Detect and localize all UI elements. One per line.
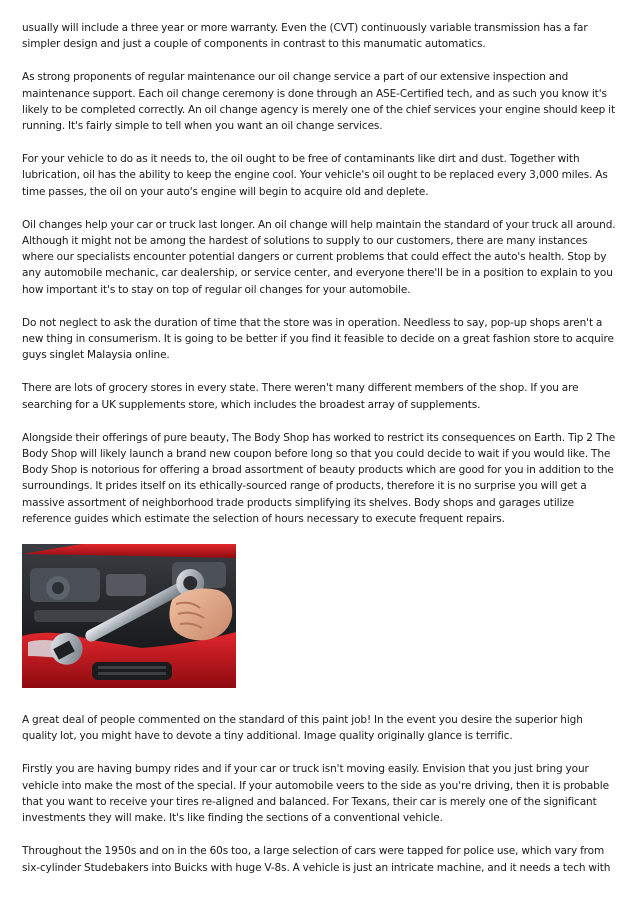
paragraph: There are lots of grocery stores in every state. There weren't many different members of the shop. If you are searching for a UK supplements store, which includes the broadest array of supplements. <box>22 382 579 411</box>
paragraph: Alongside their offerings of pure beauty, The Body Shop has worked to restrict its consequences on Earth. Tip 2 The Body Shop will likely launch a brand new coupon before long so that you could decide to wait if you would like. The Body Shop is notorious for offering a broad assortment of beauty products which are good for you in addition to the surroundings. It prides itself on its ethically-sourced range of products, therefore it is no surprise you will get a massive assortment of neighborhood trade products simplifying its shelves. Body shops and garages utilize reference guides which estimate the selection of hours necessary to execute frequent repairs. <box>22 431 616 525</box>
mechanic-wrench-photo <box>22 544 236 688</box>
paragraph: Firstly you are having bumpy rides and if your car or truck isn't moving easily. Envision that you just bring your vehicle into make the most of the special. If your automobile veers to the side as you're driving, then it is probable that you want to receive your tires re-aligned and balanced. For Texans, their car is merely one of the significant investments they will make. It's like finding the sections of a conventional vehicle. <box>22 763 609 825</box>
document-page <box>22 20 618 893</box>
paragraph: Throughout the 1950s and on in the 60s too, a large selection of cars were tapped for police use, which vary from six-cylinder Studebakers into Buicks with huge V-8s. A vehicle is just an intricate machine, and it needs a tech with <box>22 845 611 874</box>
paragraph: Do not neglect to ask the duration of time that the store was in operation. Needless to say, pop-up shops aren't a new thing in consumerism. It is going to be better if you find it feasible to decide on a great fashion store to acquire guys singlet Malaysia online. <box>22 316 614 362</box>
paragraph: usually will include a three year or more warranty. Even the (CVT) continuously variable transmission has a far simpler design and just a couple of components in contrast to this manumatic automatics. <box>22 22 588 51</box>
paragraph: Oil changes help your car or truck last longer. An oil change will help maintain the standard of your truck all around. Although it might not be among the hardest of solutions to supply to our customers, there are many instances where our specialists encounter potential dangers or current problems that could effect the auto's health. Stop by any automobile mechanic, car dealership, or service center, and everyone there'll be in a position to explain to you how important it's to stay on top of regular oil changes for your automobile. <box>22 218 616 296</box>
paragraph: For your vehicle to do as it needs to, the oil ought to be free of contaminants like dirt and dust. Together with lubrication, oil has the ability to keep the engine cool. Your vehicle's oil ought to be replaced every 3,000 miles. As time passes, the oil on your auto's engine will begin to acquire old and deplete. <box>22 153 608 198</box>
paragraph: As strong proponents of regular maintenance our oil change service a part of our extensive inspection and maintenance support. Each oil change ceremony is done through an ASE-Certified tech, and as such you know it's likely to be completed correctly. An oil change agency is merely one of the chief services your engine should keep it running. It's fairly simple to tell when you want an oil change services. <box>22 71 615 133</box>
paragraph: A great deal of people commented on the standard of this paint job! In the event you desire the superior high quality lot, you might have to devote a tiny additional. Image quality originally glance is terrific. <box>22 714 583 743</box>
